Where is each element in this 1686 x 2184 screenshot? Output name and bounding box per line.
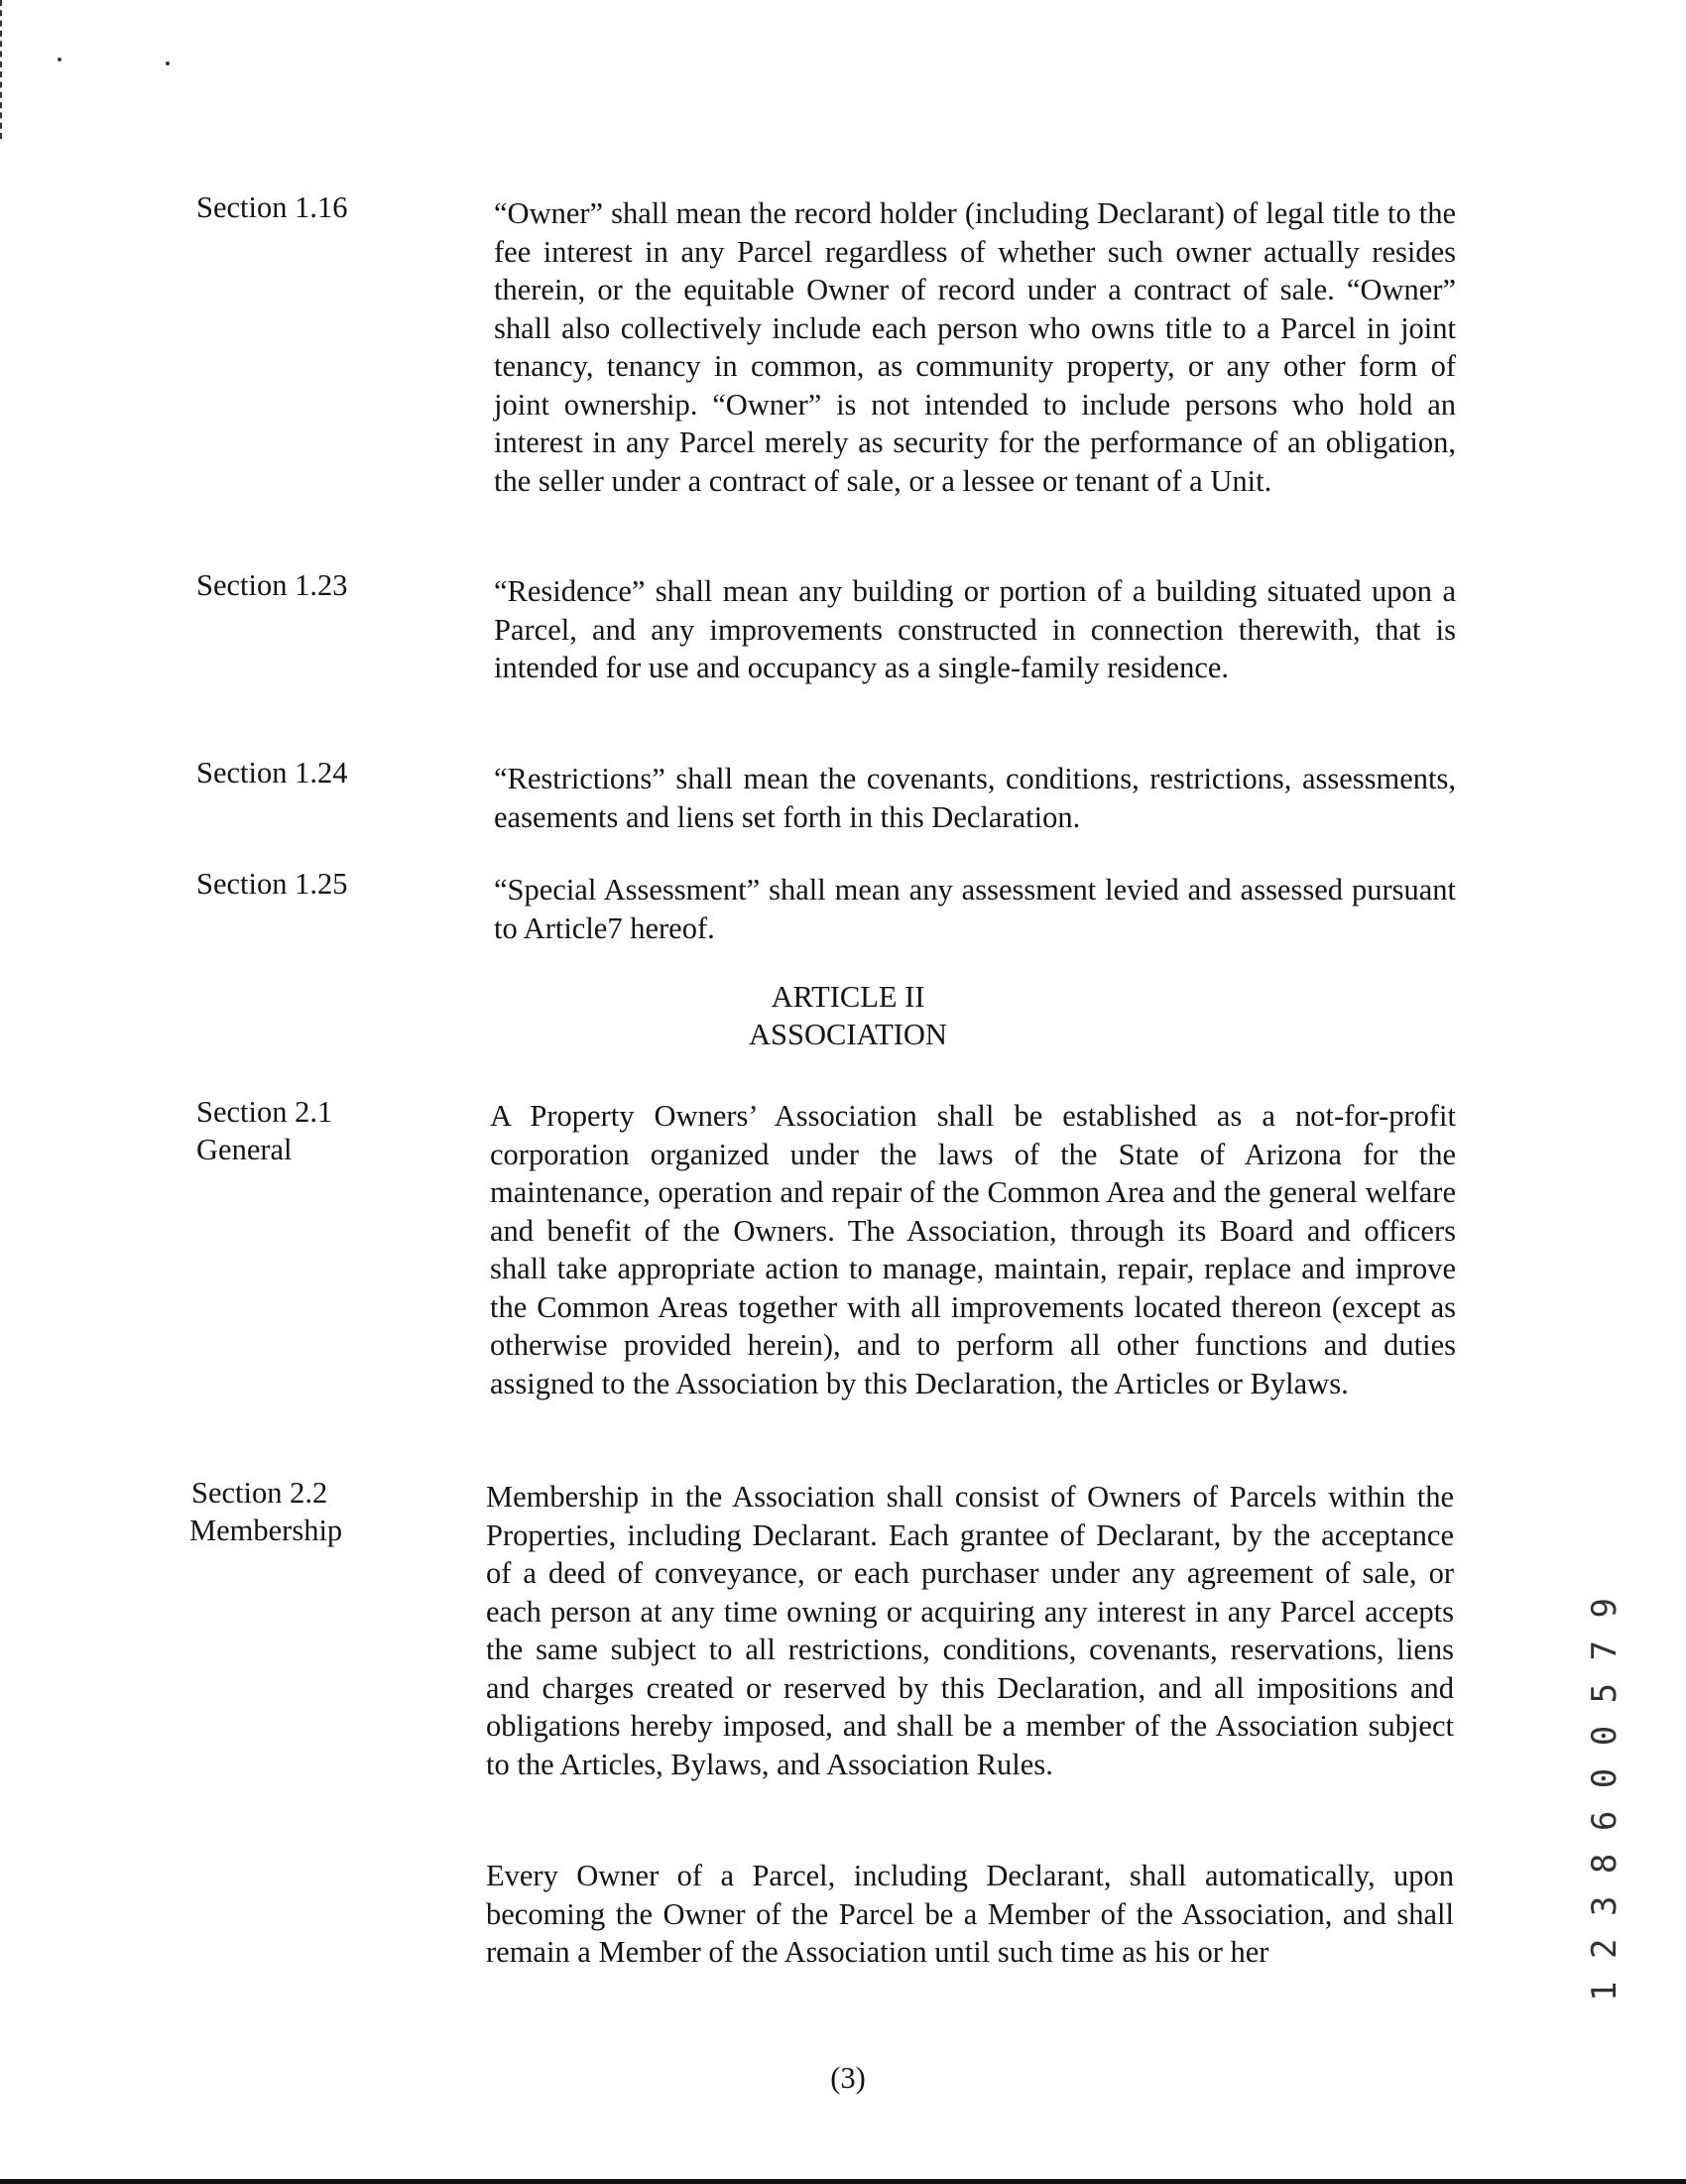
section-label: Section 1.25: [196, 867, 348, 901]
section-body: “Owner” shall mean the record holder (including Declarant) of legal title to the fee interest in any Parcel regardless of whether such owner actually resides therein, or the equitable Owner of record under a contract of sale. “Owner” shall also collectively include each person who owns title to a Parcel in joint tenancy, tenancy in common, as community property, or any other form of joint ownership. “Owner” is not intended to include persons who hold an interest in any Parcel merely as security for the performance of an obligation, the seller under a contract of sale, or a lessee or tenant of a Unit.: [494, 196, 1456, 498]
section-body: Membership in the Association shall consist of Owners of Parcels within the Properties, including Declarant. Each grantee of Declarant, by the acceptance of a deed of conveyance, or each purchaser under any agreement of sale, or each person at any time owning or acquiring any interest in any Parcel accepts the same subject to all restrictions, conditions, covenants, reservations, liens and charges created or reserved by this Declaration, and all impositions and obligations hereby imposed, and shall be a member of the Association subject to the Articles, Bylaws, and Association Rules.: [486, 1480, 1454, 1781]
section-label: Section 1.24: [196, 756, 348, 789]
recording-stamp: 1 2 3 8 6 0 0 5 7 9: [1585, 1597, 1625, 2002]
section-label: Section 2.1: [196, 1095, 333, 1129]
scan-edge-mark: [0, 0, 4, 139]
section-label: Section 1.16: [196, 190, 348, 224]
continuation-paragraph: Every Owner of a Parcel, including Declarant, shall automatically, upon becoming the Owner of the Parcel be a Member of the Association, and shall remain a Member of the Association until such time as his or her: [486, 1859, 1454, 1969]
page-number: (3): [830, 2061, 866, 2095]
scan-speck: [166, 61, 170, 65]
section-body: “Residence” shall mean any building or portion of a building situated upon a Parcel, and any improvements constructed in connection therewith, that is intended for use and occupancy as a single-family residence.: [494, 574, 1456, 684]
section-label: Section 2.2: [191, 1476, 328, 1510]
section-body: “Restrictions” shall mean the covenants, conditions, restrictions, assessments, easements and liens set forth in this Declaration.: [494, 762, 1456, 834]
section-body: A Property Owners’ Association shall be established as a not-for-profit corporation organized under the laws of the State of Arizona for the maintenance, operation and repair of the Common Area and the general welfare and benefit of the Owners. The Association, through its Board and officers shall take appropriate action to manage, maintain, repair, replace and improve the Common Areas together with all improvements located thereon (except as otherwise provided herein), and to perform all other functions and duties assigned to the Association by this Declaration, the Articles or Bylaws.: [490, 1099, 1456, 1400]
scan-speck: [58, 58, 61, 61]
article-number: ARTICLE II: [771, 980, 925, 1014]
scan-edge-bottom: [0, 2179, 1686, 2184]
section-subtitle: Membership: [189, 1514, 343, 1547]
section-body: “Special Assessment” shall mean any assessment levied and assessed pursuant to Article7 hereof.: [494, 873, 1456, 945]
article-title: ASSOCIATION: [749, 1018, 947, 1051]
section-subtitle: General: [196, 1133, 293, 1166]
section-label: Section 1.23: [196, 568, 348, 602]
